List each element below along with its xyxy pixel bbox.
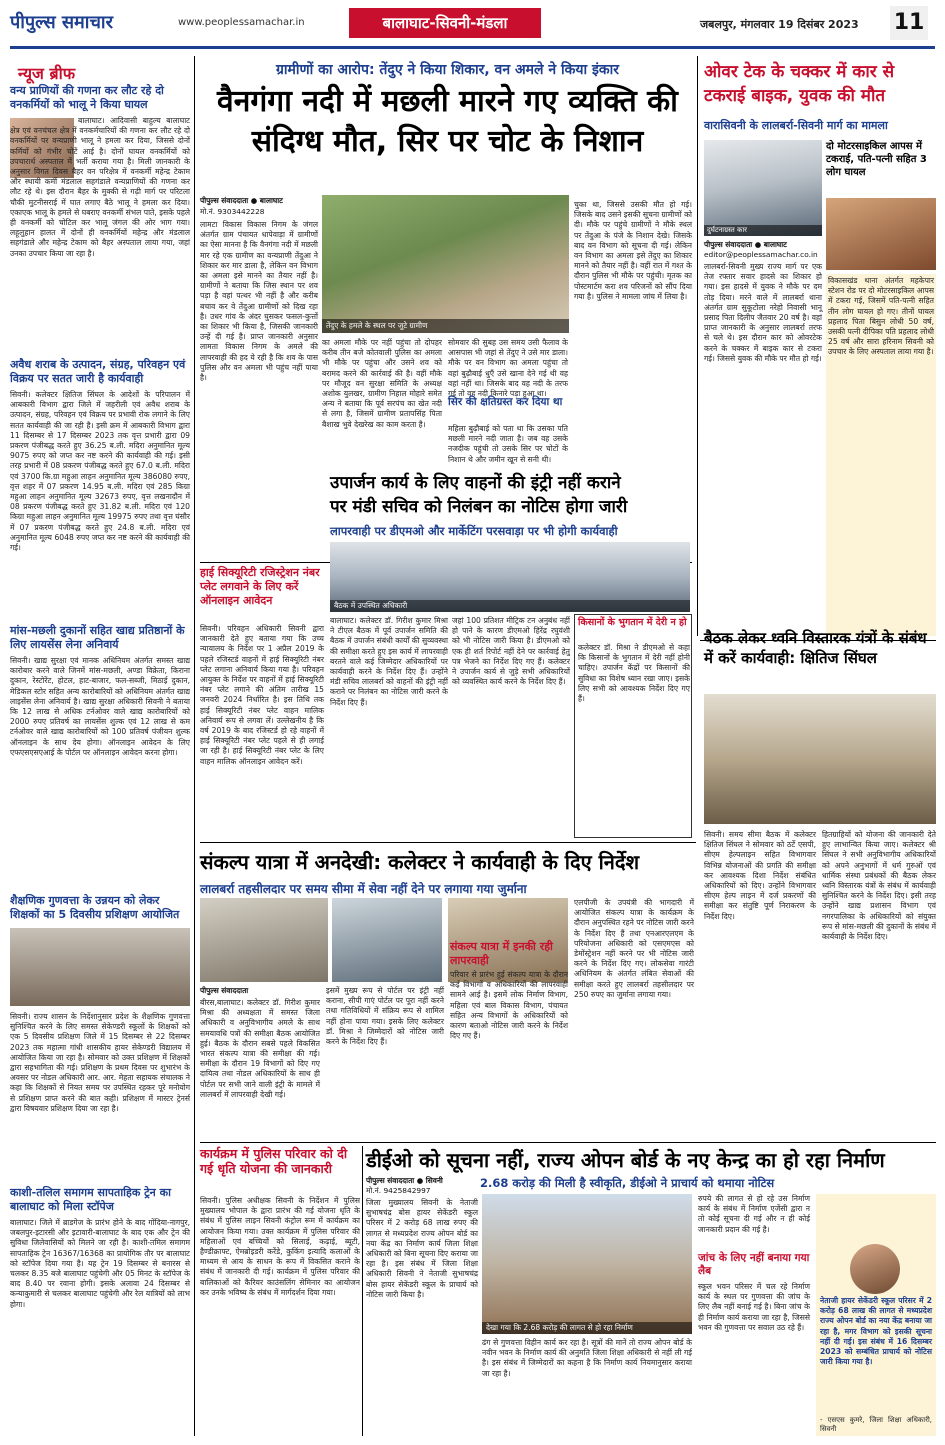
brief-label: न्यूज ब्रीफ xyxy=(18,64,76,83)
sankalp-box xyxy=(450,940,568,1138)
lead-col-rule xyxy=(697,56,698,636)
deo-quote-by: - एसएस कुमरे, जिला शिक्षा अधिकारी, सिवनी xyxy=(820,1416,932,1433)
lead-photo xyxy=(322,195,569,333)
side-headline: ओवर टेक के चक्कर में कार से टकराई बाइक, युवक की मौत xyxy=(704,62,895,106)
brief-3-body: सिवनी। खाद्य सुरक्षा एवं मानक अधिनियम अंतर्गत समस्त खाद्य कारोबार करने वाले जिनमें मांस-मछली, अण्डा विक्रेता, किराना दुकान, रेस्टोरेंट, होटल, हाट-बाजार, फल-सब्जी, मिठाई दुकान, मेडिकल स्टोर सहित अन्य कारोबारियों को अधिनियम अंतर्गत खाद्य लाइसेंस लेना अनिवार्य है। खाद्य सुरक्षा अधिकारी सिवनी ने बताया कि 12 लाख से अधिक टर्नओवर वाले खाद्य कारोबारियों को 2000 रुपए प्रतिवर्ष का लायसेंस शुल्क एवं 12 लाख से कम टर्नओवर वाले खाद्य कारोबारियों को 100 प्रतिवर्ष पंजीयन शुल्क ऑनलाइन के साथ देय होगा। ऑनलाइन आवेदन के लिए एफएसएसएआई के पोर्टल पर ऑनलाइन आवेदन करना होगा। xyxy=(10,656,190,757)
sankalp-top-rule xyxy=(200,842,696,843)
brief-4-body: सिवनी। राज्य शासन के निर्देशानुसार प्रदेश के शैक्षणिक गुणवत्ता सुनिश्चित करने के लिए समस्त सेकेण्डरी स्कूलों के शिक्षकों को एक 5 दिवसीय प्रशिक्षण जिले में 15 दिसम्बर से 22 दिसम्बर 2023 तक महात्मा गांधी शासकीय हायर सेकेण्डरी विद्यालय में आयोजित किया जा रहा है। सोमवार को उक्त प्रशिक्षण में शिक्षकों द्वारा सहभागिता की गई। प्रशिक्षण के प्रथम दिवस पर शुभारंभ के अवसर पर नोडल अधिकारी आर. आर. मेहता सहायक संचालक ने कहा कि शिक्षकों से नियत समय पर उपस्थित रहकर पूरे मनोयोग से प्रशिक्षण प्राप्त करने की बात कही। प्रशिक्षण में मास्टर ट्रेनर्स द्वारा विषयवार प्रशिक्षण दिया जा रहा है। xyxy=(10,1012,190,1113)
lead-byline: पीपुल्स संवाददाता ● बालाघाट xyxy=(200,196,283,205)
mandi-headline-2: पर मंडी सचिव को निलंबन का नोटिस होगा जारी xyxy=(330,497,628,517)
sankalp-box-title: संकल्प यात्रा में इनकी रही लापरवाही xyxy=(450,940,553,967)
sankalp-headline: संकल्प यात्रा में अनदेखी: कलेक्टर ने कार्यवाही के दिए निर्देश xyxy=(200,850,640,874)
police-headline: कार्यक्रम में पुलिस परिवार को दी गई धृति योजना की जानकारी xyxy=(200,1146,348,1176)
deo-col1: जिला मुख्यालय सिवनी के नेताजी सुभाषचंद्र बोस हायर सेकेंडरी स्कूल परिसर में 2 करोड़ 68 लाख रुपए की लागत से मध्यप्रदेश राज्य ओपन बोर्ड का नया केंद्र का निर्माण कार्य जिला शिक्षा अधिकारी को बिना सूचना दिए कराया जा रहा है। इस संबंध में जिला शिक्षा अधिकारी सिवनी ने नेताजी सुभाषचंद्र बोस हायर सेकेंडरी स्कूल के प्राचार्य को नोटिस जारी किया है। xyxy=(366,1198,478,1299)
deo-photo xyxy=(482,1194,692,1334)
side-callout: दो मोटरसाइकिल आपस में टकराई, पति-पत्नी सहित 3 लोग घायल xyxy=(826,141,927,178)
deo-byline: पीपुल्स संवाददाता ● सिवनी xyxy=(366,1176,443,1185)
mandi-col1: बालाघाट। कलेक्टर डॉ. गिरीश कुमार मिश्रा ने टीएल बैठक में पूर्व उपार्जन समिति की बैठक में उपार्जन संबंधी कार्यों की सुव्यवस्था की समीक्षा करते हुए इस कार्य में लापरवाही बरतने वाले कई जिम्मेदार अधिकारियों पर कार्यवाही करने के निर्देश दिए हैं। उन्होंने मंडी सचिव लालबर्रा को वाहनों की इंट्री नहीं कराने पर निलंबन का नोटिस जारी करने के निर्देश दिए हैं। xyxy=(330,616,448,707)
deo-inset-title: जांच के लिए नहीं बनाया गया लैब xyxy=(698,1252,810,1277)
sankalp-photo-1 xyxy=(200,898,328,982)
brief-4-photo xyxy=(10,928,190,1006)
masthead xyxy=(0,0,945,50)
deo-left-rule xyxy=(362,1146,363,1436)
lead-kicker: ग्रामीणों का आरोप: तेंदुए ने किया शिकार, वन अमले ने किया इंकार xyxy=(275,62,620,78)
side-photo-2 xyxy=(826,198,936,270)
mandi-photo-caption: बैठक में उपस्थित अधिकारी xyxy=(330,600,690,612)
mandi-box xyxy=(574,614,692,838)
deo-phone: मो.नं. 9425842997 xyxy=(366,1186,431,1195)
lead-col3: सोमवार की सुबह उस समय उसी फैलाव के आसपास भी जहां से तेंदुए ने उसे मार डाला। मौके पर वन विभाग का अमला पहुंचा तो वहां बुढ़ौबाई धुएँ उसे खाना देने गई थी वह वहां नहीं था। जिसके बाद वह नदी के तरफ गई तो वह नदी किनारे पड़ा हुआ था। xyxy=(448,338,568,399)
tribe-col2: हितग्राहियों को योजना की जानकारी देते हुए लाभान्वित किया जाए। कलेक्टर श्री सिंघल ने सभी अनुविभागीय अधिकारियों को अपने अनुभागों में धर्म गुरुओं एवं धार्मिक संस्था प्रबंधकों की बैठक लेकर ध्वनि विस्तारक यंत्रों के संबंध में कार्यवाही सुनिश्चित करने के निर्देश दिए। इसी तरह उन्होंने खाद्य प्रशासन विभाग एवं नगरपालिका के अधिकारियों को संयुक्त रूप से मांस-मछली की दुकानों के संबंध में कार्यवाही के निर्देश दिए। xyxy=(822,830,936,942)
brief-5-title: काशी-तलिल समागम सापताहिक ट्रेन का बालाघाट को मिला स्टॉपेज xyxy=(10,1186,171,1213)
mandi-box-body: कलेक्टर डॉ. मिश्रा ने डीएमओ से कहा कि किसानों के भुगतान में देरी नहीं होनी चाहिए। उपार्जन केंद्रों पर किसानों की सुविधा का विशेष ध्यान रखा जाए। इसके लिए सभी को आवश्यक निर्देश दिए गए हैं। xyxy=(578,643,690,704)
deo-col2: ढंग से गुणवत्ता विहीन कार्य कर रहा है। सूत्रों की मानें तो राज्य ओपन बोर्ड के नवीन भवन के निर्माण कार्य की अनुमति जिला शिक्षा अधिकारी से नहीं ली गई है। इस संबंध में जिम्मेदारों का कहना है कि निर्माण कार्य नियमानुसार कराया जा रहा है। xyxy=(482,1338,692,1378)
lead-col4: चुका था, जिससे उसकी मौत हो गई। जिसके बाद उसने इसकी सूचना ग्रामीणों को दी। मौके पर पहुंचे ग्रामीणों ने मौके स्थल पर तेंदुआ के पंजे के निशान देखे। जिसके बाद वन विभाग को सूचना दी गई। लेकिन वन विभाग का अमला इसे तेंदुए का शिकार मानने को तैयार नहीं है। वहीं रात में गश्त के दौरान पुलिस भी मौके पर पहुंची। मृतक का पोस्टमार्टम करा शव परिजनों को सौंप दिया गया है। पुलिस ने मामला जांच में लिया है। xyxy=(574,200,692,301)
lead-box-title: सिर की क्षतिग्रस्त कर दिया था xyxy=(448,396,563,408)
site-url[interactable]: www.peoplessamachar.in xyxy=(178,17,305,28)
mandi-box-title: किसानों के भुगतान में देरी न हो xyxy=(578,617,687,628)
lead-photo-caption: तेंदुए के हमले के स्थल पर जुटे ग्रामीण xyxy=(322,319,569,333)
tribe-headline: बैठक लेकर ध्वनि विस्तारक यंत्रों के संबंध में करें कार्यवाही: क्षितिज सिंघल xyxy=(704,629,927,667)
police-body: सिवनी। पुलिस अधीक्षक सिवनी के निर्देशन में पुलिस मुख्यालय भोपाल के द्वारा प्रारंभ की गई योजना धृति के संबंध में पुलिस लाइन सिवनी कंट्रोल रूम में कार्यक्रम का आयोजन किया गया। उक्त कार्यक्रम में पुलिस परिवार की महिलाओं एवं बच्चियों को सिलाई, कढ़ाई, ब्यूटी, हैण्डीक्राफ्ट, ऐमब्रोइडरी करेंडे, कुकिंग इत्यादि कलाओं के माध्यम से आय के साधन के रूप में विकसित कराने के संबंध में जानकारी दी गई। कार्यक्रम में पुलिस परिवार की बालिकाओं को कैरियर काउंसलिंग सेमिनार का आयोजन कर उनके भविष्य के संबंध में मार्गदर्शन दिया गया। xyxy=(200,1196,360,1297)
side-byline: पीपुल्स संवाददाता ● बालाघाट xyxy=(704,240,787,249)
mandi-col2: जहां 100 प्रतिशत मीट्रिक टन अनुबंध नहीं हो पाने के कारण डीएमओ हिरेंद्र रघुवंशी को भी नोटिस जारी किया है। डीएमओ को एक ही शर्त रिपोर्ट नहीं देने पर कार्रवाई हेतु पत्र भेजने का निर्देश दिए गए हैं। कलेक्टर ने उपार्जन कार्य से जुड़े सभी अधिकारियों को व्यवस्थित कार्य करने के निर्देश दिए हैं। xyxy=(452,616,570,687)
deo-official-photo xyxy=(850,1244,900,1294)
lead-headline: वैनगंगा नदी में मछली मारने गए व्यक्ति की संदिग्ध मौत, सिर पर चोट के निशान xyxy=(217,84,678,159)
sankalp-sub: लालबर्रा तहसीलदार पर समय सीमा में सेवा नहीं देने पर लगाया गया जुर्माना xyxy=(200,882,527,896)
lead-col1: लामटा विकास विकास निगम के जंगल अंतर्गत ग्राम पंचायत धापेवाड़ा में ग्रामीणों का ऐसा मानना है कि वैनगंगा नदी में मछली मार रहे एक ग्रामीण का वन्यप्राणी तेंदुआ ने शिकार कर मार डाला है, लेकिन वन विभाग का अमला इसे मानने का तैयार नहीं है। ग्रामीणों ने बताया कि जिस स्थान पर शव पड़ा है वहां पत्थर भी नहीं है और करीब बचाव कर वे तेंदुआ ग्रामीणों को दिख रहा है। उधर गांव के अंदर घुसकर फसल-कुत्तों का शिकार भी किया है, जिसकी जानकारी उन्हें दी गई है। प्राप्त जानकारी अनुसार लामता विकास निगम के अमले की लापरवाही की हद ये रही है कि शव के पास पुलिस और वन अमला भी पहुंच नहीं पाया है। xyxy=(200,220,318,383)
brand-logo: पीपुल्स समाचार xyxy=(10,12,113,33)
brief-2-title: अवैध शराब के उत्पादन, संग्रह, परिवहन एवं विक्रय पर सतत जारी है कार्यवाही xyxy=(10,358,186,385)
sankalp-photo-2 xyxy=(332,898,442,982)
side-photo xyxy=(704,140,822,236)
deo-photo-caption: देखा गया कि 2.68 करोड़ की लागत से हो रहा निर्माण xyxy=(482,1322,692,1334)
deo-headline: डीईओ को सूचना नहीं, राज्य ओपन बोर्ड के नए केन्द्र का हो रहा निर्माण xyxy=(366,1148,885,1172)
sankalp-byline: पीपुल्स संवाददाता xyxy=(200,986,249,995)
side-body: लालबर्रा-सिवनी मुख्य राज्य मार्ग पर एक तेज रफ्तार सवार हादसे का शिकार हो गया। इस हादसे में युवक ने मौके पर दम तोड़ दिया। मरने वाले में लालबर्रा थाना अंतर्गत ग्राम सुकूटोला नरेहो निवासी भानू प्रसाद पिता दिलीप जैतवार 20 वर्ष है। वहां प्राप्त जानकारी के अनुसार लालबर्रा तरफ से चले थे। इस दौरान कार को ओवरटेक करने के चक्कर में बाइक कार से टकरा गई। जिससे युवक की मौके पर मौत हो गई। xyxy=(704,262,822,363)
sankalp-box-body: परिवार से प्रारंभ हुई संकल्प यात्रा के दौरान कई विभागों व अधिकारियों की लापरवाही सामने आई है। इसमें लोक निर्माण विभाग, महिला एवं बाल विकास विभाग, पंचायत सहित अन्य विभागों के अधिकारियों को कारण बताओ नोटिस जारी करने के निर्देश दिए गए हैं। xyxy=(450,970,568,1041)
deo-inset-body: स्कूल भवन परिसर में चल रहे निर्माण कार्य के स्थल पर गुणवत्ता की जांच के लिए लैब नहीं बनाई गई है। बिना जांच के ही निर्माण कार्य कराया जा रहा है, जिससे भवन की गुणवत्ता पर सवाल उठ रहे हैं। xyxy=(698,1282,810,1332)
brief-1-body: बालाघाट। आदिवासी बाहुल्य बालाघाट क्षेत्र एवं वनचंचल क्षेत्र में वनकर्मचारियों की गणना कर लौट रहे दो वनकर्मियों पर वन्यप्राणी भालू ने हमला कर दिया, जिससे दोनों कर्मियों को गंभीर चोटें आई है। दोनों घायल वनकर्मियों को उपचारार्थ अस्पताल में भर्ती कराया गया है। मिली जानकारी के अनुसार विगत दिवस बैहर वन परिक्षेत्र में वनकर्मी महेन्द्र टेकाम और स्थायी कर्मी मंडलाल सहगंडाले वन्यप्राणियों की गणना कर लौट रहे थे। इस दौरान बैहर के मुक्की से गढ़ी मार्ग पर परिटला चौकी मुटनीसराई में घात लगाए बैठे भालू ने हमला कर दिया। एकाएक भालू के हमले से घबराए वनकर्मी संभल पाते, इसके पहले ही वनकर्मी को चोटिल कर भालू जंगल की ओर भाग गया। लहूलुहान हालत में दोनों ही वनकर्मियों महेन्द्र और मंडलाल सहगंडाले और महेन्द्र टेकाम को बैहर अस्पताल लाया गया, जहां उनका उपचार किया जा रहा है। xyxy=(10,116,190,258)
deo-inset xyxy=(698,1252,810,1436)
news-brief-column xyxy=(10,56,190,1436)
mandi-photo xyxy=(330,542,690,612)
side-body2-box xyxy=(826,274,936,636)
mandi-headline-1: उपार्जन कार्य के लिए वाहनों की इंट्री नहीं कराने xyxy=(330,473,621,493)
lead-col2: का अमला मौके पर नहीं पहुंचा तो दोपहर करीब तीन बजे कोतवाली पुलिस का अमला भी मौके पर पहुंचा और उसने शव को बरामद करने की कार्रवाई की है। वहीं मौके पर मौजूद वन सुरक्षा समिति के अध्यक्ष अशोक युलखर, ग्रामीण निहाल मोहारे समेत अन्य ने बताया कि पूर्व सरपंच का खेत नदी से लगा है, जिसमें ग्रामीण प्रतापसिंह पिता बैशाख भुवे देखरेख का काम करता है। xyxy=(322,338,442,429)
police-top-rule xyxy=(200,1142,936,1143)
side-body2: विकासखंड थाना अंतर्गत महकेपार स्टेशन रोड पर दो मोटरसाइकिल आपस में टकरा गई, जिसमें पति-पत्नी सहित तीन लोग घायल हो गए। तीनों घायल प्रहलाद पिता बिसुन लोधी 50 वर्ष, उसकी पत्नी दीपिका पति प्रहलाद लोधी 25 वर्ष और सारा हरिनाम सिवनी को उपचार के लिए अस्पताल लाया गया है। xyxy=(828,276,934,357)
deo-quote-box xyxy=(816,1194,936,1436)
lead-box-body: महिला बुढ़ौबाई को पता था कि उसका पति मछली मारने नदी जाता है। जब वह उसके नजदीक पहुंची तो उसके सिर पर चोटों के निशान थे और जमीन खून से सनी थी। xyxy=(448,424,568,464)
side-photo-caption: दुर्घटनाग्रस्त कार xyxy=(704,225,822,236)
brief-2-body: सिवनी। कलेक्टर क्षितिज सिंघल के आदेशों के परिपालन में आबकारी विभाग द्वारा जिले में जहरीली एवं अवैध शराब के उत्पादन, संग्रह, परिवहन एवं विक्रय पर प्रभावी रोक लगाने के लिए सतत कार्यवाही की जा रही है। इसी क्रम में आबकारी विभाग द्वारा 11 दिसम्बर से 17 दिसम्बर 2023 तक वृत्त प्रभारी द्वारा 09 प्रकरण पंजीबद्ध करते हुए 36.25 ब.ली. मदिरा अनुमानित मूल्य 9075 रुपए को जप्त कर नष्ट करने की कार्यवाही की गई। इसी तरह प्रभारी में 08 प्रकरण पंजीबद्ध करते हुए 67.0 ब.ली. मदिरा एवं 3700 कि.ग्रा महुआ लाहन अनुमानित मूल्य 386080 रुपए, वृत्त शहर में 07 प्रकरण 14.95 ब.ली. मदिरा एवं 285 किग्रा महुआ लाहन अनुमानित मूल्य 32673 रुपए, वृत्त लखनादौन में 08 प्रकरण पंजीबद्ध करते हुए 31.82 ब.ली. मदिरा एवं 120 किग्रा महुआ लाहन अनुमानित मूल्य 19975 रुपए तथा वृत्त घंसौर में 07 प्रकरण पंजीबद्ध करते हुए 24.8 ब.ली. मदिरा एवं अनुमानित मूल्य 6048 रुपए जप्त कर नष्ट करने की कार्यवाही की गई। xyxy=(10,390,190,553)
sankalp-col2: इसमें मुख्य रूप से पोर्टल पर इंट्री नहीं कराना, सीपी गाएं पोर्टल पर पूरा नहीं करने तथा गतिविधियों में संक्रिय रूप से शामिल नहीं होना पाया गया। इसके लिए कलेक्टर डॉ. मिश्रा ने जिम्मेदारों को नोटिस जारी करने के निर्देश दिए हैं। xyxy=(326,986,444,1047)
tribe-photo xyxy=(704,694,936,824)
deo-quote: नेताजी हायर सेकेंडरी स्कूल परिसर में 2 करोड़ 68 लाख की लागत से मध्यप्रदेश राज्य ओपन बोर्ड का नया केंद्र बनाया जा रहा है, मगर विभाग को इसकी सूचना नहीं दी गई। इस संबंध में 16 दिसम्बर 2023 को सम्बंधित प्राचार्य को नोटिस जारी किया गया है। xyxy=(820,1296,932,1367)
brief-1-title: वन्य प्राणियों की गणना कर लौट रहे दो वनकर्मियों को भालू ने किया घायल xyxy=(10,84,164,111)
side-sub: वारासिवनी के लालबर्रा-सिवनी मार्ग का मामला xyxy=(704,119,888,132)
plate-body: सिवनी। परिवहन अधिकारी सिवनी द्वारा जानकारी देते हुए बताया गया कि उच्च न्यायालय के निर्देश पर 1 अप्रैल 2019 के पहले रजिस्टर्ड वाहनों में हाई सिक्यूरिटी नंबर प्लेट लगाना अनिवार्य किया गया है। परिवहन आयुक्त के निर्देश पर वाहनों में हाई सिक्यूरिटी नंबर प्लेट लगाने की अंतिम तारीख 15 जनवरी 2024 निर्धारित है। इस तिथि तक हाई सिक्यूरिटी नंबर प्लेट वाहन मालिक अनिवार्य रूप से लगवा लें। उल्लेखनीय है कि वर्ष 2019 के बाद रजिस्टर्ड हो रहे वाहनों में हाई सिक्यूरिटी नंबर प्लेट पहले से ही लगाई जा रही है। हाई सिक्यूरिटी नंबर प्लेट के लिए वाहन मालिक ऑनलाइन आवेदन करें। xyxy=(200,624,324,766)
lead-phone: मो.नं. 9303442228 xyxy=(200,207,265,216)
masthead-rule xyxy=(10,46,935,49)
tribe-col1: सिवनी। समय सीमा बैठक में कलेक्टर क्षितिज सिंघल ने सोमवार को ठर्टे एसपी, सीएम हेल्पलाइन सहित विभागवार विभिन्न योजनाओं की प्रगति की समीक्षा कर आवश्यक दिशा निर्देश संबंधित अधिकारियों को दिए। उन्होंने विभागवार सीएम हेल्प लाइन में दर्ज प्रकरणों की समीक्षा कर संतुष्टि पूर्ण निराकरण के निर्देश दिए। xyxy=(704,830,816,921)
sankalp-col3: एलपीजी के उपयंत्री की भागदारी में आयोजित संकल्प यात्रा के कार्यक्रम के दौरान अनुपस्थित रहने पर नोटिस जारी करने के निर्देश दिए हैं तथा एनआरएलएम के परियोजना अधिकारी को एसएमएस को डेमोंस्ट्रेशन नहीं करने पर भी नोटिस जारी करने के निर्देश दिए गए। लोकसेवा गारंटी अधिनियम के अंतर्गत लंबित सेवाओं की समीक्षा करते हुए लालबर्रा तहसीलदार पर 250 रुपए का जुर्माना लगाया गया। xyxy=(574,898,694,999)
sankalp-col1: बीरस,बालाघाट। कलेक्टर डॉ. गिरीश कुमार मिश्रा की अध्यक्षता में समस्त जिला अधिकारी व अनुविभागीय अमले के साथ समयावधि पत्रों की समीक्षा बैठक आयोजित हुई। बैठक के दौरान सबसे पहले विकसित भारत संकल्प यात्रा की समीक्षा की गई। समीक्षा के दौरान 19 विभागों को दिए गए दायित्व तथा नोडल अधिकारियों के साथ ही पोर्टल पर सभी जाने वाली इंट्री के मामले में लालबर्रा में लापरवाही देखी गई। xyxy=(200,998,320,1099)
edition-banner: बालाघाट-सिवनी-मंडला xyxy=(349,8,541,38)
plate-title: हाई सिक्यूरिटी रजिस्ट्रेशन नंबर प्लेट लगवाने के लिए करें ऑनलाइन आवेदन xyxy=(200,566,320,607)
page-number: 11 xyxy=(890,6,928,40)
dateline: जबलपुर, मंगलवार 19 दिसंबर 2023 xyxy=(700,18,859,31)
brief-5-body: बालाघाट। जिले में ब्राडगेज के प्रारंभ होने के बाद गोंदिया-नागपुर, जबलपुर-इटारसी और इटावारी-बालाघाट के बाद एक और ट्रेन की सुविधा जिलेवासियों को मिलने जा रही है। काशी-तमिल समागम सापताहिक ट्रेन 16367/16368 का प्रायोगिक तौर पर बालाघाट को स्टॉपेज दिया गया है। यह ट्रेन 19 दिसम्बर से बनारस से चलकर 8.35 बजे बालाघाट पहुंचेगी और 05 मिनट के स्टॉपेज के बाद 8.40 पर रवाना होगी। इसके अलावा 24 दिसम्बर से कन्याकुमारी से चलकर बालाघाट पहुंचेगी और रेल यात्रियों को लाभ होगा। xyxy=(10,1218,190,1309)
deo-col3: रुपये की लागत से हो रहे उस निर्माण कार्य के संबंध में निर्माण एजेंसी द्वारा न तो कोई सूचना दी गई और न ही कोई जानकारी प्रदान की गई है। xyxy=(698,1194,810,1234)
brief-3-title: मांस-मछली दुकानों सहित खाद्य प्रतिष्ठानों के लिए लायसेंस लेना अनिवार्य xyxy=(10,624,185,651)
brief-column-rule xyxy=(194,56,195,1436)
brief-4-title: शैक्षणिक गुणवत्ता के उन्नयन को लेकर शिक्षकों का 5 दिवसीय प्रशिक्षण आयोजित xyxy=(10,894,180,921)
side-email[interactable]: editor@peoplessamachar.co.in xyxy=(704,250,818,259)
deo-sub: 2.68 करोड़ की मिली है स्वीकृति, डीईओ ने प्राचार्य को थमाया नोटिस xyxy=(480,1176,775,1190)
mandi-sub: लापरवाही पर डीएमओ और मार्केटिंग परसवाड़ा पर भी होगी कार्यवाही xyxy=(330,524,618,538)
